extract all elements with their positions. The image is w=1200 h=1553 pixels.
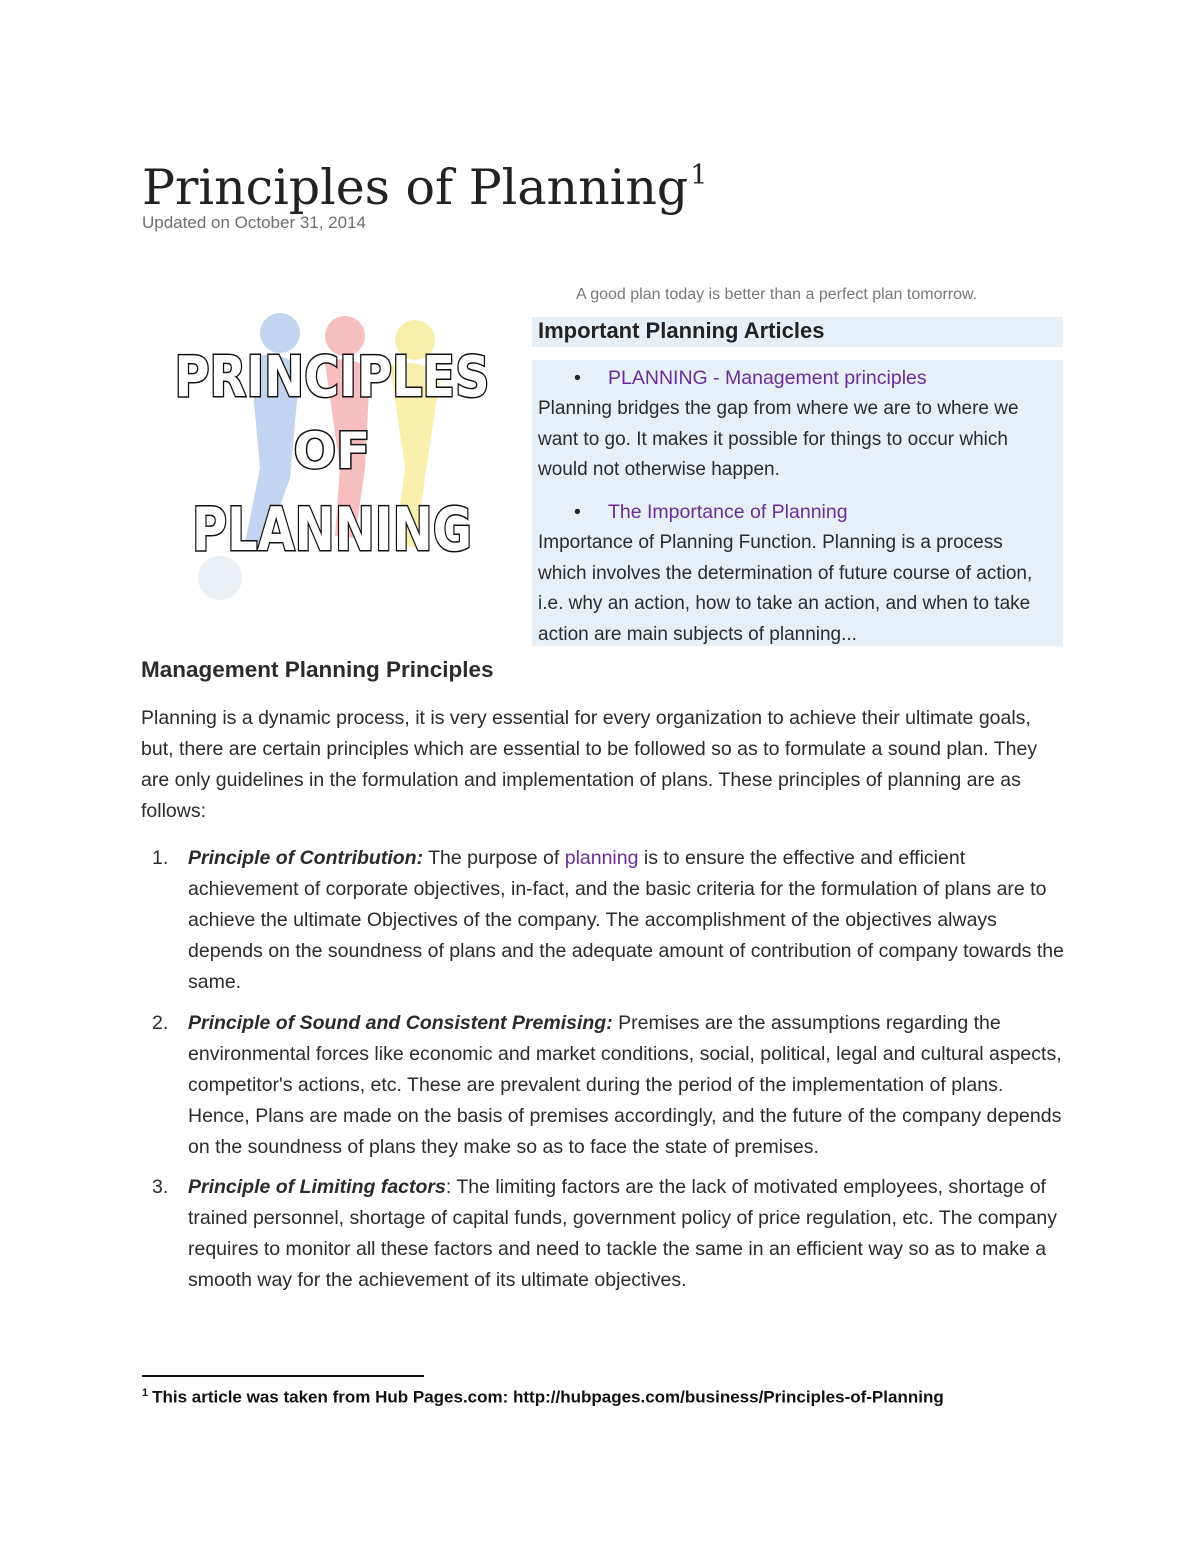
article-description: Planning bridges the gap from where we are to where we want to go. It makes it possible for things to occur which would not otherwise happen. (538, 398, 1019, 480)
list-number: 3. (152, 1176, 169, 1198)
article-link-importance[interactable]: The Importance of Planning (608, 501, 848, 523)
footnote-divider (142, 1375, 424, 1377)
page-title: Principles of Planning$^1$ (142, 159, 708, 216)
footnote-mark: 1 (142, 1387, 149, 1399)
logo-line1: PRINCIPLES (174, 345, 490, 410)
list-number: 1. (152, 847, 169, 869)
list-item (538, 498, 1053, 650)
article-link-planning[interactable]: PLANNING - Management principles (608, 367, 927, 389)
articles-heading: Important Planning Articles (538, 318, 825, 343)
list-number: 2. (152, 1012, 169, 1034)
footnote (142, 1387, 944, 1408)
principles-of-planning-logo (150, 278, 500, 618)
principle-title: Principle of Sound and Consistent Premising: (188, 1012, 613, 1034)
articles-list (532, 360, 1063, 646)
logo-line3: PLANNING (192, 495, 472, 565)
intro-paragraph: Planning is a dynamic process, it is very essential for every organization to achieve their ultimate goals, but, there are certain principles which are essential to be followed so as to formulate a sound plan. They are only guidelines in the formulation and implementation of plans. These principles of planning are as follows: (141, 707, 1038, 822)
principle-title: Principle of Contribution: (188, 847, 424, 869)
principle-title: Principle of Limiting factors (188, 1176, 446, 1198)
footnote-ref[interactable]: 1 (690, 160, 708, 191)
planning-link[interactable]: planning (564, 847, 639, 869)
bullet: • (574, 501, 581, 523)
logo-line2: OF (293, 422, 371, 480)
articles-header (532, 317, 1063, 347)
quote: A good plan today is better than a perfect plan tomorrow. (576, 286, 978, 303)
updated-date: Updated on October 31, 2014 (142, 213, 366, 232)
footnote-text[interactable]: This article was taken from Hub Pages.com: http://hubpages.com/business/Principles-of-Planning (152, 1387, 944, 1407)
article-description: Importance of Planning Function. Planning is a process which involves the determination of future course of action, i.e. why an action, how to take an action, and when to take action are main subjects of planning... (538, 532, 1033, 645)
bullet: • (574, 367, 581, 389)
list-item (538, 364, 1053, 486)
section-heading: Management Planning Principles (141, 657, 494, 682)
